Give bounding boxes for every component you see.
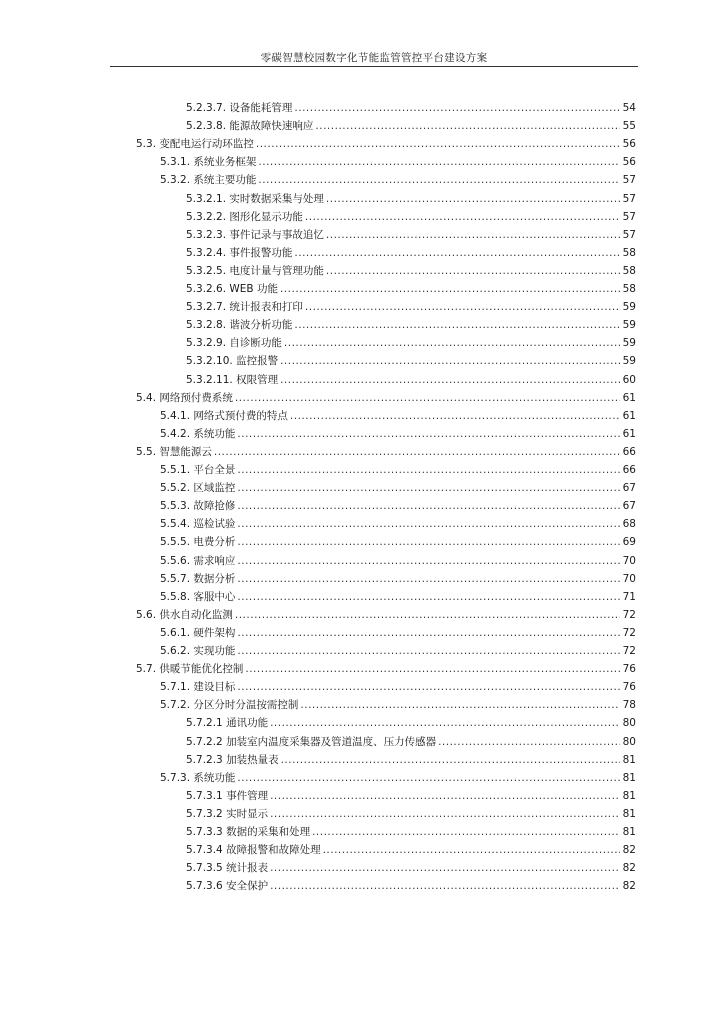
page-header-title: 零碳智慧校园数字化节能监管管控平台建设方案: [260, 52, 488, 64]
toc-entry-page-number: 76: [622, 663, 636, 676]
toc-entry-page-number: 71: [622, 590, 636, 603]
toc-dot-leader: [294, 318, 620, 332]
toc-dot-leader: [235, 391, 620, 405]
toc-entry-page-number: 58: [622, 246, 636, 259]
toc-entry[interactable]: [186, 803, 636, 821]
toc-dot-leader: [326, 228, 620, 242]
toc-entry[interactable]: [186, 857, 636, 875]
toc-entry-page-number: 81: [622, 826, 636, 838]
toc-entry[interactable]: [186, 839, 636, 857]
toc-entry[interactable]: [186, 785, 636, 803]
toc-entry-title: 5.2.3.7. 设备能耗管理: [186, 102, 293, 114]
toc-entry-page-number: 57: [622, 210, 636, 223]
toc-entry-page-number: 67: [622, 482, 636, 495]
toc-entry-page-number: 76: [622, 681, 636, 694]
toc-entry-title: 5.3.1. 系统业务框架: [160, 156, 257, 169]
toc-entry[interactable]: [160, 550, 636, 568]
toc-entry-title: 5.7.3. 系统功能: [160, 771, 236, 784]
toc-entry-page-number: 72: [622, 608, 636, 621]
toc-entry[interactable]: [136, 133, 636, 151]
toc-dot-leader: [323, 843, 620, 857]
toc-entry-page-number: 59: [622, 337, 636, 350]
toc-entry-page-number: 78: [622, 699, 636, 712]
toc-entry-page-number: 80: [622, 717, 636, 730]
toc-entry[interactable]: [186, 712, 636, 730]
toc-entry-title: 5.6. 供水自动化监测: [136, 608, 233, 621]
toc-entry-page-number: 66: [622, 464, 636, 476]
toc-entry[interactable]: [160, 531, 636, 549]
toc-entry[interactable]: [160, 151, 636, 169]
toc-entry[interactable]: [160, 495, 636, 513]
toc-entry-title: 5.5.7. 数据分析: [160, 572, 236, 585]
toc-dot-leader: [305, 210, 620, 224]
toc-entry-page-number: 56: [622, 156, 636, 169]
toc-entry-page-number: 60: [622, 373, 636, 386]
toc-entry-title: 5.3.2.7. 统计报表和打印: [186, 301, 303, 314]
toc-dot-leader: [237, 481, 620, 495]
toc-entry[interactable]: [136, 604, 636, 622]
toc-entry-page-number: 59: [622, 355, 636, 368]
toc-entry-title: 5.3.2.2. 图形化显示功能: [186, 210, 303, 223]
toc-dot-leader: [235, 608, 620, 622]
toc-entry-title: 5.3.2.3. 事件记录与事故追忆: [186, 228, 324, 241]
toc-entry[interactable]: [186, 749, 636, 767]
toc-dot-leader: [315, 119, 620, 133]
toc-entry-page-number: 58: [622, 264, 636, 277]
toc-entry[interactable]: [160, 586, 636, 604]
toc-entry-page-number: 72: [622, 626, 636, 639]
toc-entry[interactable]: [186, 224, 636, 242]
toc-entry-title: 5.2.3.8. 能源故障快速响应: [186, 120, 314, 133]
toc-entry-page-number: 56: [622, 138, 636, 151]
toc-dot-leader: [312, 825, 620, 839]
toc-entry-page-number: 61: [622, 427, 636, 440]
toc-entry-page-number: 72: [622, 645, 636, 657]
toc-dot-leader: [284, 336, 620, 350]
toc-entry-page-number: 81: [622, 771, 636, 784]
toc-entry-title: 5.3.2.8. 谐波分析功能: [186, 319, 293, 332]
toc-dot-leader: [237, 535, 620, 549]
toc-entry[interactable]: [160, 459, 636, 477]
toc-entry[interactable]: [160, 640, 636, 658]
toc-dot-leader: [270, 861, 620, 875]
toc-dot-leader: [270, 716, 620, 730]
toc-entry-page-number: 55: [622, 120, 636, 133]
toc-dot-leader: [237, 517, 620, 531]
toc-entry-title: 5.3.2. 系统主要功能: [160, 174, 257, 187]
toc-entry-page-number: 80: [622, 735, 636, 748]
toc-entry[interactable]: [160, 513, 636, 531]
toc-dot-leader: [294, 246, 620, 260]
toc-entry-title: 5.7.2. 分区分时分温按需控制: [160, 699, 299, 712]
toc-dot-leader: [438, 735, 620, 749]
toc-entry-page-number: 81: [622, 789, 636, 802]
toc-entry-title: 5.7.3.3 数据的采集和处理: [186, 826, 311, 838]
toc-entry-title: 5.3.2.10. 监控报警: [186, 355, 279, 368]
toc-entry[interactable]: [160, 676, 636, 694]
toc-entry-title: 5.7.2.3 加装热量表: [186, 753, 279, 766]
toc-dot-leader: [326, 192, 620, 206]
toc-entry-page-number: 61: [622, 391, 636, 404]
toc-entry-title: 5.7.3.4 故障报警和故障处理: [186, 844, 321, 857]
toc-entry[interactable]: [186, 242, 636, 260]
toc-entry[interactable]: [186, 97, 636, 115]
toc-dot-leader: [305, 300, 620, 314]
toc-dot-leader: [237, 463, 620, 477]
toc-dot-leader: [245, 662, 620, 676]
toc-entry-page-number: 66: [622, 445, 636, 458]
toc-entry-title: 5.3.2.9. 自诊断功能: [186, 337, 282, 350]
toc-dot-leader: [270, 879, 620, 893]
toc-dot-leader: [294, 101, 620, 115]
toc-entry-page-number: 61: [622, 409, 636, 422]
toc-entry[interactable]: [160, 477, 636, 495]
toc-entry-page-number: 81: [622, 753, 636, 766]
toc-entry-title: 5.4. 网络预付费系统: [136, 391, 233, 404]
toc-entry-title: 5.6.1. 硬件架构: [160, 626, 236, 639]
toc-dot-leader: [280, 373, 620, 387]
toc-entry-page-number: 57: [622, 192, 636, 205]
toc-entry-title: 5.7.3.6 安全保护: [186, 880, 269, 893]
toc-entry-title: 5.7.3.1 事件管理: [186, 789, 269, 802]
toc-entry[interactable]: [186, 115, 636, 133]
toc-entry-page-number: 67: [622, 500, 636, 513]
toc-entry[interactable]: [186, 332, 636, 350]
toc-entry-title: 5.5.3. 故障抢修: [160, 500, 236, 513]
toc-dot-leader: [281, 753, 620, 767]
toc-dot-leader: [270, 789, 620, 803]
toc-entry[interactable]: [186, 260, 636, 278]
toc-entry-title: 5.5. 智慧能源云: [136, 445, 212, 458]
toc-entry[interactable]: [136, 441, 636, 459]
toc-dot-leader: [256, 137, 620, 151]
toc-dot-leader: [214, 445, 620, 459]
toc-entry[interactable]: [186, 875, 636, 893]
toc-dot-leader: [258, 173, 620, 187]
toc-entry-title: 5.3.2.11. 权限管理: [186, 373, 279, 386]
toc-entry-page-number: 57: [622, 228, 636, 241]
toc-dot-leader: [237, 427, 620, 441]
toc-entry-title: 5.4.1. 网络式预付费的特点: [160, 409, 288, 422]
toc-dot-leader: [280, 354, 620, 368]
toc-dot-leader: [237, 572, 620, 586]
toc-entry[interactable]: [186, 296, 636, 314]
toc-entry-page-number: 58: [622, 283, 636, 295]
header-divider: [110, 66, 638, 67]
toc-entry-page-number: 69: [622, 536, 636, 549]
toc-entry[interactable]: [160, 568, 636, 586]
toc-entry-title: 5.4.2. 系统功能: [160, 427, 236, 440]
toc-entry-page-number: 59: [622, 301, 636, 314]
toc-dot-leader: [237, 626, 620, 640]
toc-dot-leader: [237, 771, 620, 785]
toc-entry[interactable]: [186, 731, 636, 749]
toc-entry-title: 5.3.2.5. 电度计量与管理功能: [186, 264, 324, 277]
toc-entry-page-number: 81: [622, 807, 636, 820]
toc-entry-title: 5.6.2. 实现功能: [160, 645, 236, 657]
toc-entry-title: 5.7. 供暖节能优化控制: [136, 663, 244, 676]
toc-dot-leader: [237, 644, 620, 658]
toc-entry-page-number: 59: [622, 319, 636, 332]
toc-dot-leader: [290, 409, 620, 423]
toc-dot-leader: [270, 807, 620, 821]
toc-entry-page-number: 70: [622, 572, 636, 585]
toc-entry-title: 5.5.8. 客服中心: [160, 590, 236, 603]
toc-dot-leader: [237, 590, 620, 604]
toc-entry-title: 5.7.3.2 实时显示: [186, 807, 269, 820]
toc-entry-title: 5.3.2.4. 事件报警功能: [186, 246, 293, 259]
toc-dot-leader: [326, 264, 620, 278]
toc-entry[interactable]: [186, 188, 636, 206]
toc-entry-title: 5.5.6. 需求响应: [160, 554, 236, 567]
toc-entry-title: 5.5.4. 巡检试验: [160, 518, 236, 531]
toc-entry[interactable]: [160, 423, 636, 441]
toc-entry-title: 5.3. 变配电运行动环监控: [136, 138, 254, 151]
toc-entry-page-number: 54: [622, 102, 636, 114]
toc-entry-page-number: 82: [622, 862, 636, 875]
toc-entry[interactable]: [186, 314, 636, 332]
toc-entry-page-number: 82: [622, 844, 636, 857]
toc-entry-title: 5.7.2.1 通讯功能: [186, 717, 269, 730]
toc-entry-title: 5.5.1. 平台全景: [160, 464, 236, 476]
toc-entry[interactable]: [186, 350, 636, 368]
toc-entry[interactable]: [136, 658, 636, 676]
toc-entry-title: 5.7.2.2 加装室内温度采集器及管道温度、压力传感器: [186, 735, 437, 748]
toc-entry[interactable]: [186, 278, 636, 296]
toc-entry-page-number: 82: [622, 880, 636, 893]
toc-entry-title: 5.5.2. 区域监控: [160, 482, 236, 495]
toc-entry-title: 5.7.3.5 统计报表: [186, 862, 269, 875]
toc-entry-page-number: 57: [622, 174, 636, 187]
toc-dot-leader: [237, 680, 620, 694]
toc-entry[interactable]: [160, 767, 636, 785]
toc-entry[interactable]: [136, 387, 636, 405]
toc-entry-title: 5.3.2.6. WEB 功能: [186, 283, 278, 295]
toc-entry[interactable]: [186, 821, 636, 839]
toc-entry-title: 5.7.1. 建设目标: [160, 681, 236, 694]
toc-entry[interactable]: [160, 169, 636, 187]
toc-entry-page-number: 68: [622, 518, 636, 531]
toc-entry-title: 5.3.2.1. 实时数据采集与处理: [186, 192, 324, 205]
toc-entry[interactable]: [160, 694, 636, 712]
toc-entry[interactable]: [160, 405, 636, 423]
toc-dot-leader: [237, 499, 620, 513]
toc-entry-page-number: 70: [622, 554, 636, 567]
toc-dot-leader: [237, 554, 620, 568]
toc-entry[interactable]: [186, 369, 636, 387]
toc-dot-leader: [280, 282, 620, 296]
toc-dot-leader: [300, 698, 620, 712]
toc-entry-title: 5.5.5. 电费分析: [160, 536, 236, 549]
toc-entry[interactable]: [186, 206, 636, 224]
toc-entry[interactable]: [160, 622, 636, 640]
toc-dot-leader: [258, 155, 620, 169]
